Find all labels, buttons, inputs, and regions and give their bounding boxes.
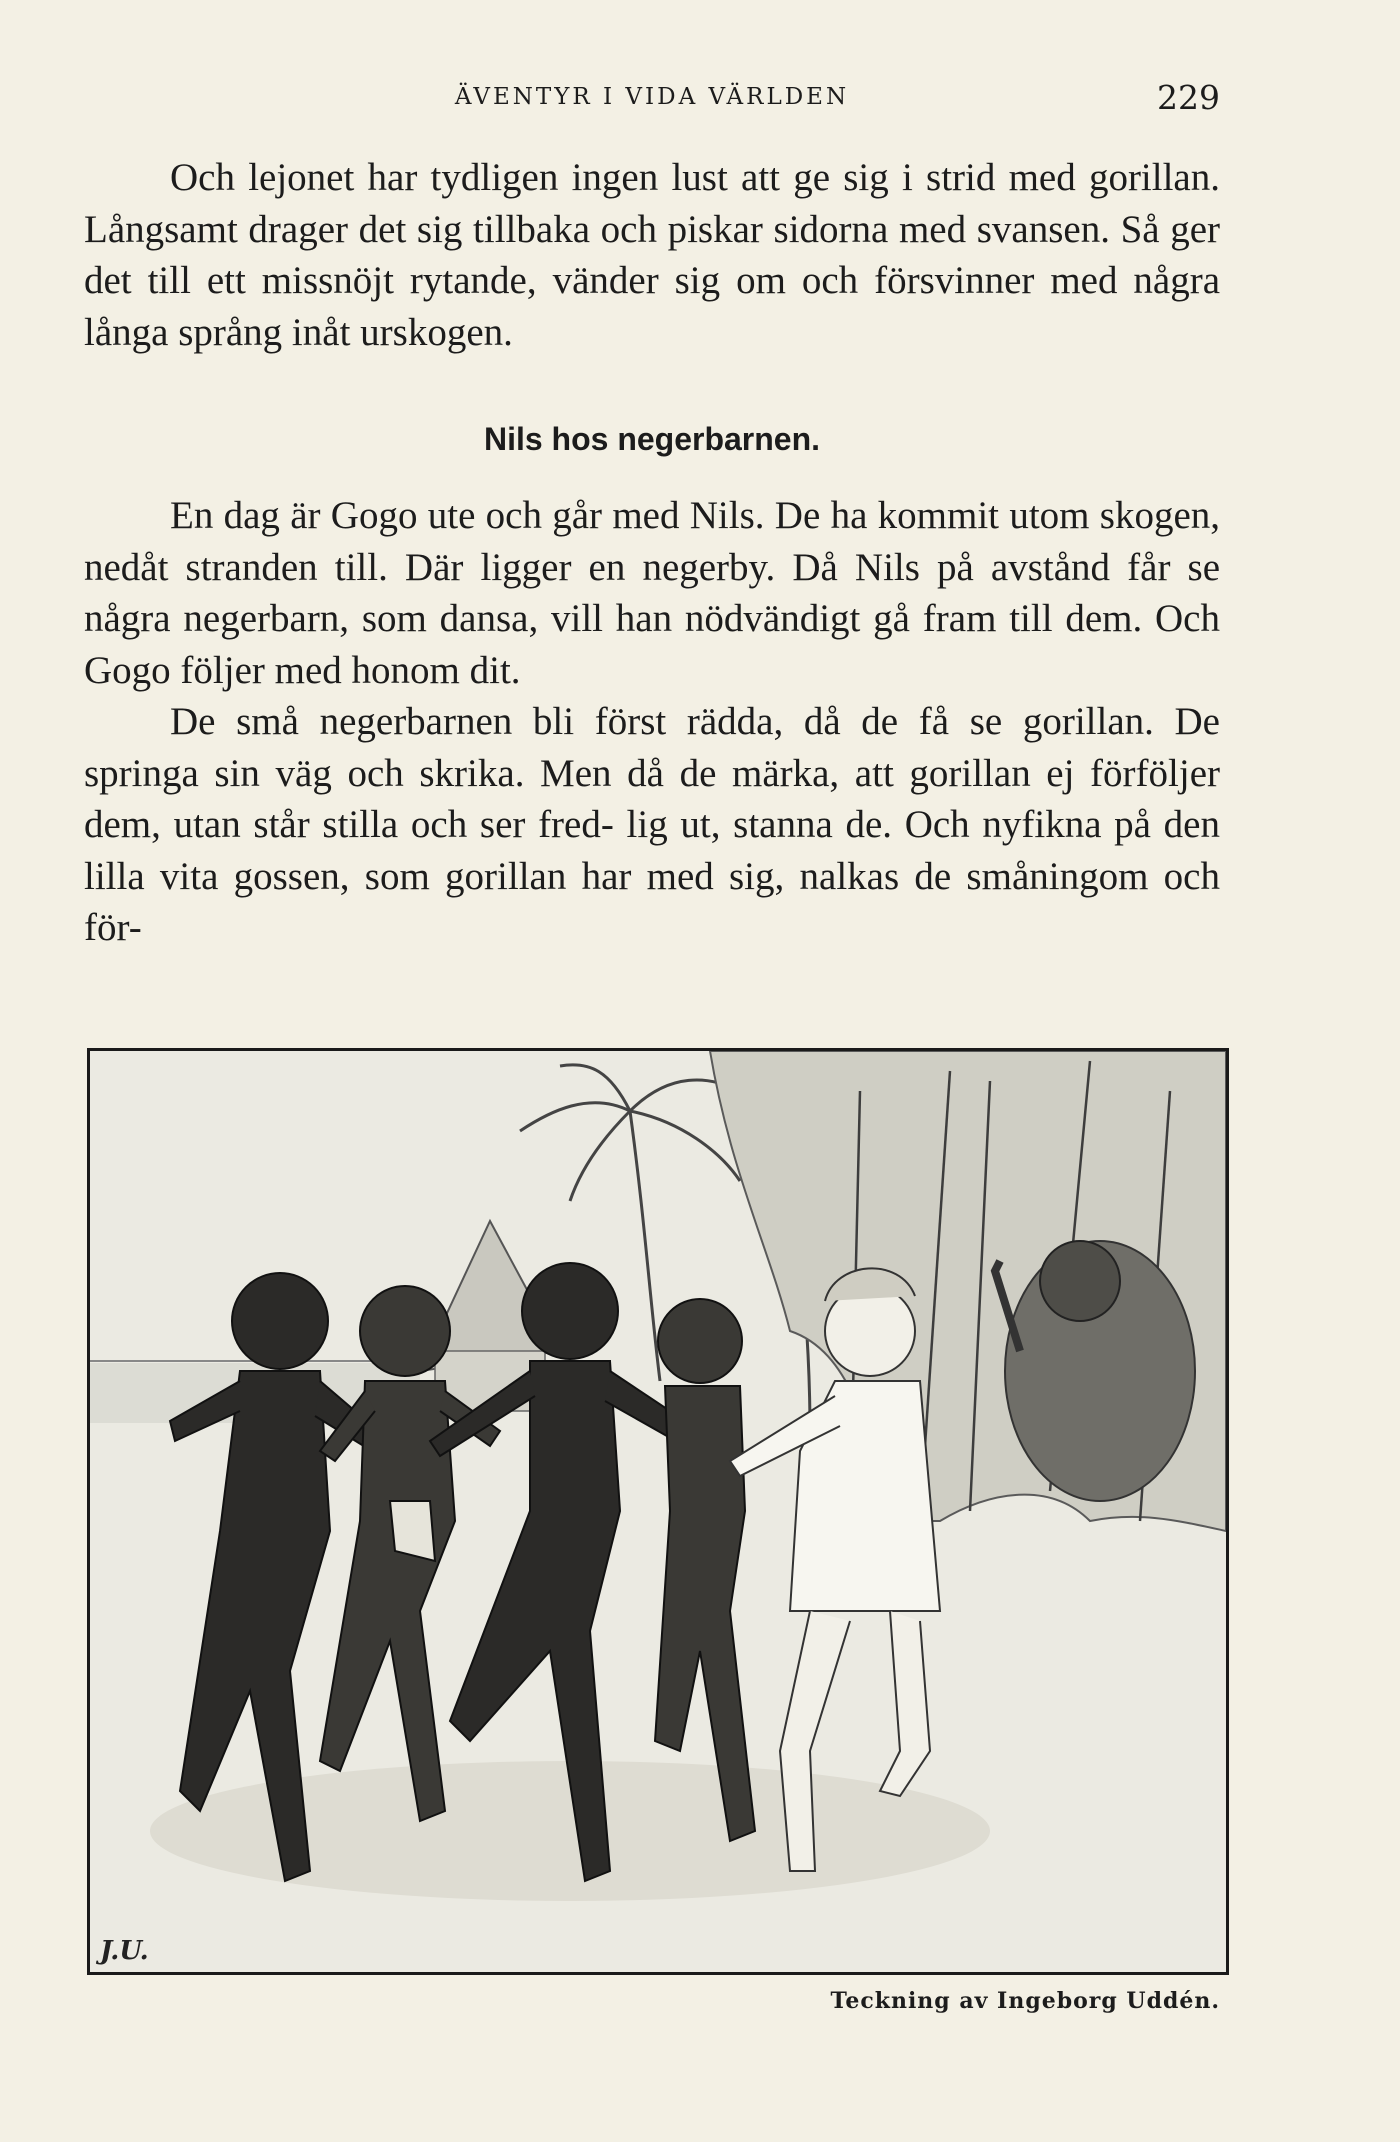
text-line: urskogen. xyxy=(360,310,513,354)
artist-monogram: J.U. xyxy=(100,1936,149,1966)
text-line: De små negerbarnen bli först rädda, då de få se xyxy=(170,700,1003,743)
illustration-credit: Teckning av Ingeborg Uddén. xyxy=(830,1988,1220,2014)
running-head xyxy=(84,78,1220,118)
dancing-children-illustration xyxy=(90,1051,1226,1972)
text-line: vill han nödvändigt gå fram till dem. Och Gogo följer xyxy=(84,597,1220,692)
section-body xyxy=(84,490,1220,954)
text-line: att gorillan ej förföljer dem, utan står stilla och ser fred- xyxy=(84,751,1220,846)
illustration-frame xyxy=(87,1048,1229,1975)
opening-paragraph xyxy=(84,152,1220,358)
text-line: med gorillan. Långsamt drager det sig tillbaka och piskar xyxy=(84,156,1220,251)
text-line: vänder sig om och försvinner med några långa språng inåt xyxy=(84,259,1221,354)
text-line: En dag är Gogo ute och går med Nils. De ha kommit xyxy=(170,494,1000,537)
text-line: lig ut, stanna de. Och nyfikna på den lilla vita gossen, xyxy=(84,803,1220,898)
paragraph xyxy=(84,152,1220,358)
page-number: 229 xyxy=(1157,78,1220,117)
text-line: Då Nils på avstånd får se några negerbarn, som dansa, xyxy=(84,545,1221,640)
running-title: ÄVENTYR I VIDA VÄRLDEN xyxy=(454,84,850,110)
text-line: gorillan. De springa sin väg och skrika. Men då de märka, xyxy=(84,700,1220,795)
text-line: med honom dit. xyxy=(274,648,521,692)
text-line: Och lejonet har tydligen ingen lust att ge sig i strid xyxy=(170,156,996,199)
section-heading: Nils hos negerbarnen. xyxy=(483,421,821,457)
text-line: utom skogen, nedåt stranden till. Där ligger en negerby. xyxy=(84,494,1221,589)
paragraph xyxy=(84,696,1220,954)
text-line: som gorillan har med sig, nalkas de småningom och för- xyxy=(84,854,1220,949)
text-line: sidorna med svansen. Så ger det till ett missnöjt rytande, xyxy=(84,207,1220,302)
paragraph xyxy=(84,490,1220,696)
